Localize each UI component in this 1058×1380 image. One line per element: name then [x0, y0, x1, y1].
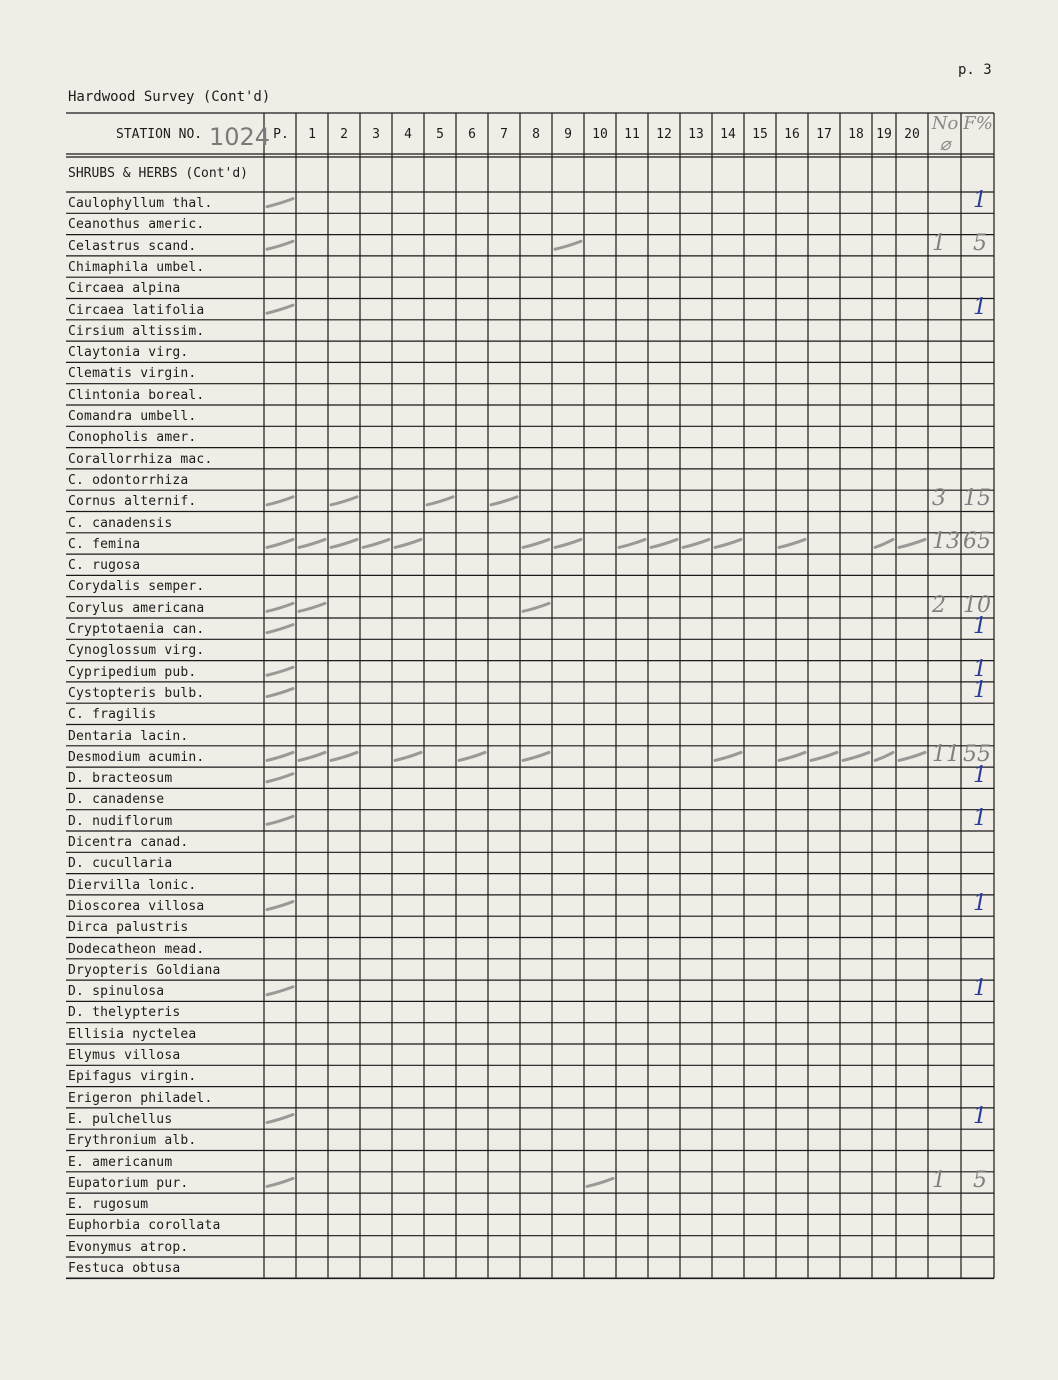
pencil-check-mark: [267, 987, 293, 995]
frequency-percent: 1: [973, 677, 987, 703]
species-name: Diervilla lonic.: [68, 877, 197, 893]
station-header: 18: [848, 127, 864, 142]
species-name: Conopholis amer.: [68, 430, 197, 446]
species-name: C. rugosa: [68, 558, 141, 574]
species-name: Claytonia virg.: [68, 345, 189, 361]
species-name: E. rugosum: [68, 1197, 149, 1213]
pencil-check-mark: [555, 241, 581, 249]
species-name: Cornus alternif.: [68, 494, 197, 510]
species-name: Desmodium acumin.: [68, 749, 205, 765]
species-name: Chimaphila umbel.: [68, 259, 205, 275]
station-header: 20: [904, 127, 920, 142]
station-number-label: STATION NO.: [116, 127, 203, 142]
pencil-check-mark: [267, 667, 293, 675]
pencil-check-mark: [395, 539, 421, 547]
species-name: Corylus americana: [68, 600, 205, 616]
pencil-check-mark: [363, 539, 389, 547]
occurrence-count: 13: [932, 528, 960, 554]
species-name: D. canadense: [68, 792, 165, 808]
pencil-check-mark: [299, 603, 325, 611]
occurrence-count: 2: [932, 592, 946, 618]
pencil-check-mark: [715, 539, 741, 547]
pencil-check-mark: [811, 752, 837, 760]
species-name: D. spinulosa: [68, 984, 165, 1000]
species-name: Clematis virgin.: [68, 366, 197, 382]
frequency-percent: 10: [963, 592, 991, 618]
pencil-check-mark: [715, 752, 741, 760]
station-header: 1: [308, 127, 316, 142]
species-name: Festuca obtusa: [68, 1261, 181, 1276]
species-name: C. fragilis: [68, 707, 157, 723]
station-header: 15: [752, 127, 768, 142]
page-number: p. 3: [958, 62, 992, 78]
station-header: 10: [592, 127, 608, 142]
station-header: 8: [532, 127, 540, 142]
pencil-check-mark: [459, 752, 485, 760]
species-name: C. odontorrhiza: [68, 472, 189, 488]
number-column-header: No ⌀: [931, 113, 959, 155]
pencil-check-mark: [331, 497, 357, 505]
species-name: Dirca palustris: [68, 920, 189, 936]
occurrence-count: 1: [932, 230, 946, 256]
frequency-percent: 1: [973, 890, 987, 916]
species-name: Cynoglossum virg.: [68, 643, 205, 659]
species-name: Erigeron philadel.: [68, 1090, 213, 1106]
pencil-check-mark: [779, 539, 805, 547]
pencil-check-mark: [267, 497, 293, 505]
pencil-check-mark: [267, 1178, 293, 1186]
pencil-check-mark: [875, 539, 893, 547]
frequency-percent: 1: [973, 763, 987, 789]
pencil-check-mark: [651, 539, 677, 547]
p-column-header: P.: [273, 127, 289, 142]
station-header: 13: [688, 127, 704, 142]
species-name: Erythronium alb.: [68, 1133, 197, 1149]
species-name: D. cucullaria: [68, 856, 173, 872]
species-name: Caulophyllum thal.: [68, 196, 213, 211]
station-header: 17: [816, 127, 832, 142]
frequency-percent: 5: [973, 1167, 987, 1193]
species-name: Euphorbia corollata: [68, 1218, 221, 1234]
species-name: E. pulchellus: [68, 1111, 173, 1127]
pencil-check-mark: [299, 752, 325, 760]
document-title: Hardwood Survey (Cont'd): [68, 89, 271, 105]
pencil-check-mark: [875, 752, 893, 760]
pencil-check-mark: [267, 305, 293, 313]
pencil-check-mark: [843, 752, 869, 760]
species-name: Circaea latifolia: [68, 302, 205, 318]
species-name: Cypripedium pub.: [68, 664, 197, 680]
pencil-check-mark: [523, 603, 549, 611]
frequency-percent: 55: [963, 741, 991, 767]
occurrence-count: 1: [932, 1167, 946, 1193]
pencil-check-mark: [299, 539, 325, 547]
species-name: D. nudiflorum: [68, 813, 173, 829]
occurrence-count: 11: [932, 741, 960, 767]
station-header: 11: [624, 127, 640, 142]
pencil-check-mark: [267, 539, 293, 547]
species-name: Dodecatheon mead.: [68, 941, 205, 957]
station-header: 16: [784, 127, 800, 142]
station-header: 4: [404, 127, 412, 142]
pencil-check-mark: [267, 603, 293, 611]
station-header: 2: [340, 127, 348, 142]
pencil-check-mark: [267, 752, 293, 760]
pencil-check-mark: [267, 199, 293, 207]
pencil-check-mark: [267, 689, 293, 697]
species-name: Evonymus atrop.: [68, 1239, 189, 1255]
species-name: Circaea alpina: [68, 281, 181, 297]
station-header: 7: [500, 127, 508, 142]
station-header: 9: [564, 127, 572, 142]
frequency-percent: 1: [973, 805, 987, 831]
pencil-check-mark: [267, 1115, 293, 1123]
species-name: Dentaria lacin.: [68, 728, 189, 744]
frequency-percent: 5: [973, 230, 987, 256]
station-header: 19: [876, 127, 892, 142]
pencil-check-mark: [395, 752, 421, 760]
frequency-percent: 1: [973, 188, 987, 213]
frequency-percent: 1: [973, 614, 987, 639]
species-name: Ceanothus americ.: [68, 217, 205, 233]
frequency-percent: 1: [973, 294, 987, 320]
frequency-column-header: F%: [963, 113, 993, 134]
station-header: 6: [468, 127, 476, 142]
pencil-check-mark: [267, 816, 293, 824]
pencil-check-mark: [779, 752, 805, 760]
species-name: E. americanum: [68, 1154, 173, 1170]
pencil-check-mark: [555, 539, 581, 547]
pencil-check-mark: [523, 539, 549, 547]
species-name: Dicentra canad.: [68, 835, 189, 850]
frequency-percent: 1: [973, 1103, 987, 1129]
station-header: 12: [656, 127, 672, 142]
species-name: C. femina: [68, 536, 141, 552]
station-number-value: 1024: [209, 123, 271, 151]
species-name: Comandra umbell.: [68, 409, 197, 424]
species-name: Dioscorea villosa: [68, 898, 205, 914]
species-name: Dryopteris Goldiana: [68, 962, 221, 978]
station-header: 14: [720, 127, 736, 142]
pencil-check-mark: [899, 539, 925, 547]
pencil-check-mark: [587, 1178, 613, 1186]
pencil-check-mark: [619, 539, 645, 547]
species-name: Cirsium altissim.: [68, 323, 205, 339]
frequency-percent: 15: [963, 486, 991, 512]
frequency-percent: 1: [973, 656, 987, 682]
station-header: 5: [436, 127, 444, 142]
species-name: Corydalis semper.: [68, 579, 205, 595]
frequency-percent: 65: [963, 528, 991, 554]
species-name: Ellisia nyctelea: [68, 1026, 197, 1042]
section-label: SHRUBS & HERBS (Cont'd): [68, 166, 249, 181]
pencil-check-mark: [427, 497, 453, 505]
pencil-check-mark: [267, 774, 293, 782]
pencil-check-mark: [523, 752, 549, 760]
species-name: Clintonia boreal.: [68, 387, 205, 403]
species-name: Cystopteris bulb.: [68, 685, 205, 701]
pencil-check-mark: [683, 539, 709, 547]
species-name: Eupatorium pur.: [68, 1175, 189, 1191]
pencil-check-mark: [331, 752, 357, 760]
frequency-percent: 1: [973, 976, 987, 1002]
pencil-check-mark: [267, 241, 293, 249]
species-name: Elymus villosa: [68, 1048, 181, 1063]
pencil-check-mark: [899, 752, 925, 760]
pencil-check-mark: [491, 497, 517, 505]
station-header: 3: [372, 127, 380, 142]
pencil-check-mark: [267, 625, 293, 633]
species-name: Celastrus scand.: [68, 238, 197, 254]
species-name: D. thelypteris: [68, 1005, 181, 1021]
species-name: Corallorrhiza mac.: [68, 451, 213, 467]
pencil-check-mark: [267, 902, 293, 910]
species-name: D. bracteosum: [68, 771, 173, 787]
species-name: Cryptotaenia can.: [68, 622, 205, 637]
pencil-check-mark: [331, 539, 357, 547]
species-name: Epifagus virgin.: [68, 1069, 197, 1085]
species-name: C. canadensis: [68, 515, 173, 531]
occurrence-count: 3: [932, 486, 946, 512]
